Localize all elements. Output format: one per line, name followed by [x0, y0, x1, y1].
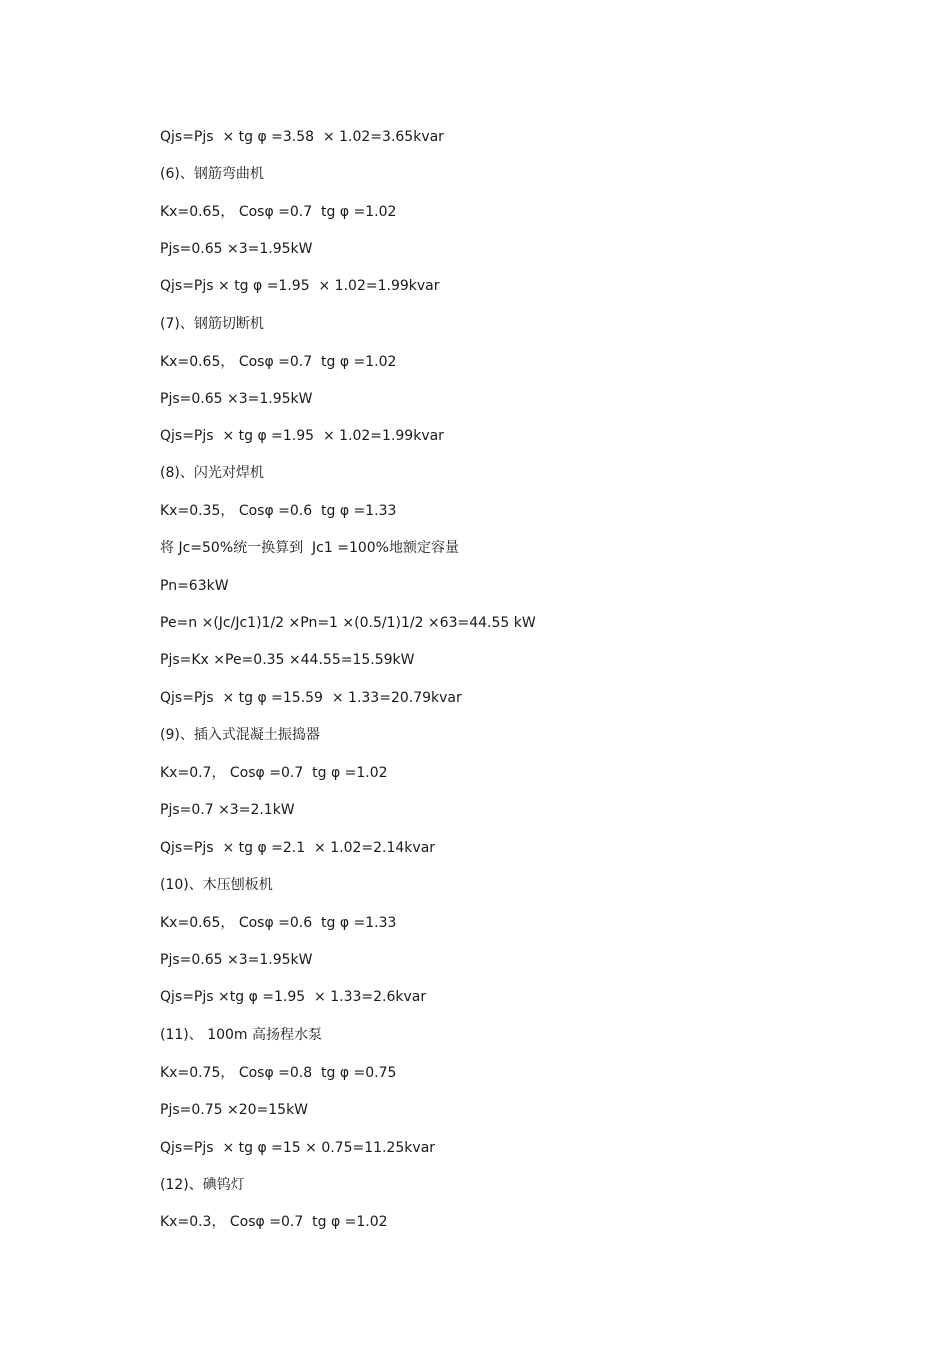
text-line: Pe=n ×(Jc/Jc1)1/2 ×Pn=1 ×(0.5/1)1/2 ×63=44.55 kW	[160, 615, 536, 631]
text-line: Qjs=Pjs × tg φ =1.95 × 1.02=1.99kvar	[160, 428, 444, 444]
text-line: Kx=0.65， Cosφ =0.6 tg φ =1.33	[160, 915, 397, 931]
section-heading: (12)、碘钨灯	[160, 1177, 245, 1193]
section-heading: (11)、 100m 高扬程水泵	[160, 1027, 322, 1043]
text-line: Kx=0.3， Cosφ =0.7 tg φ =1.02	[160, 1214, 388, 1230]
text-line: Kx=0.75， Cosφ =0.8 tg φ =0.75	[160, 1065, 397, 1081]
text-line: Qjs=Pjs × tg φ =15 × 0.75=11.25kvar	[160, 1140, 436, 1156]
text-line: Qjs=Pjs × tg φ =3.58 × 1.02=3.65kvar	[160, 129, 444, 145]
text-line: Pjs=Kx ×Pe=0.35 ×44.55=15.59kW	[160, 652, 415, 668]
text-line: Kx=0.65， Cosφ =0.7 tg φ =1.02	[160, 204, 397, 220]
text-line: Kx=0.35， Cosφ =0.6 tg φ =1.33	[160, 503, 397, 519]
text-line: Qjs=Pjs × tg φ =2.1 × 1.02=2.14kvar	[160, 840, 436, 856]
text-line: Qjs=Pjs × tg φ =15.59 × 1.33=20.79kvar	[160, 690, 462, 706]
text-line: Pjs=0.75 ×20=15kW	[160, 1102, 309, 1118]
text-line: Qjs=Pjs ×tg φ =1.95 × 1.33=2.6kvar	[160, 989, 427, 1005]
section-heading: (6)、钢筋弯曲机	[160, 166, 264, 182]
text-line: Pn=63kW	[160, 578, 229, 594]
section-heading: (9)、插入式混凝土振捣器	[160, 727, 320, 743]
text-line: Pjs=0.65 ×3=1.95kW	[160, 241, 313, 257]
text-line: 将 Jc=50%统一换算到 Jc1 =100%地额定容量	[160, 540, 459, 556]
section-heading: (8)、闪光对焊机	[160, 465, 264, 481]
text-line: Qjs=Pjs × tg φ =1.95 × 1.02=1.99kvar	[160, 278, 440, 294]
text-line: Pjs=0.65 ×3=1.95kW	[160, 952, 313, 968]
text-line: Pjs=0.7 ×3=2.1kW	[160, 802, 295, 818]
section-heading: (7)、钢筋切断机	[160, 316, 264, 332]
section-heading: (10)、木压刨板机	[160, 877, 273, 893]
text-line: Pjs=0.65 ×3=1.95kW	[160, 391, 313, 407]
text-line: Kx=0.7， Cosφ =0.7 tg φ =1.02	[160, 765, 388, 781]
text-line: Kx=0.65， Cosφ =0.7 tg φ =1.02	[160, 354, 397, 370]
